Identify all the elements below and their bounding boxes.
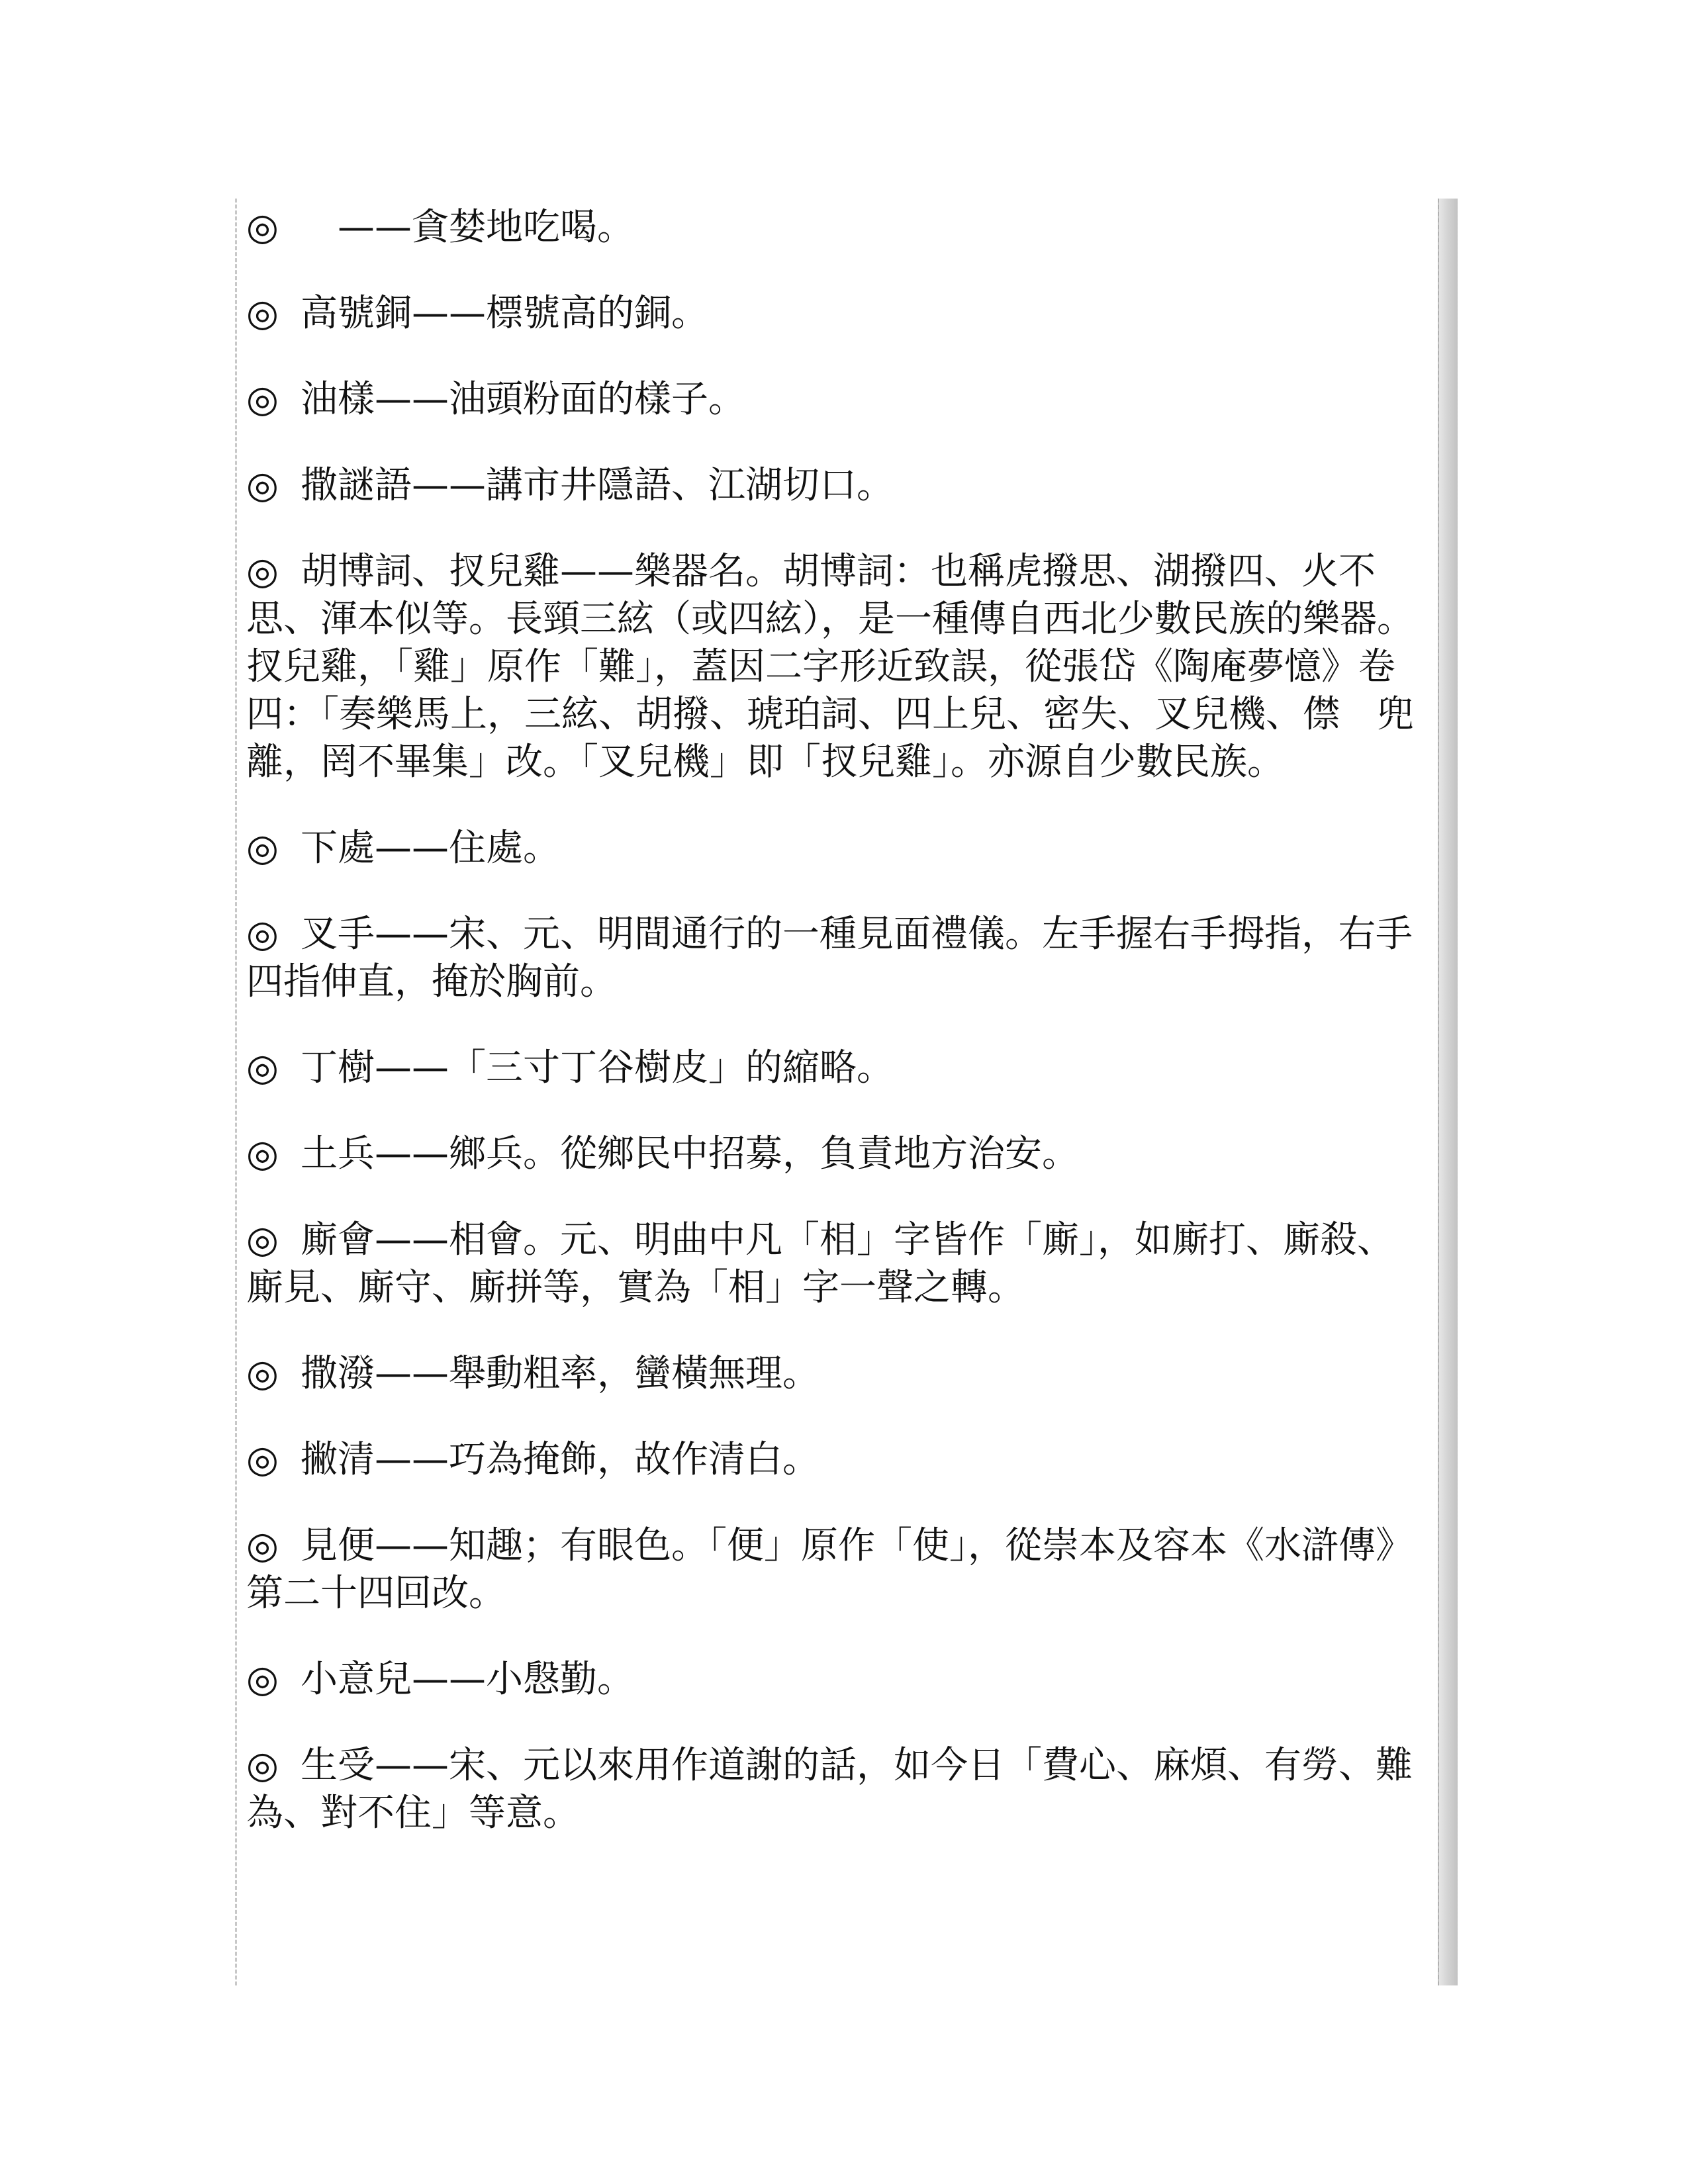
right-page-edge (1438, 199, 1458, 1985)
bullet-mark: ◎ (246, 1658, 279, 1701)
entry-term: 丁樹 (301, 1046, 375, 1089)
entry-term: 高號銅 (301, 292, 412, 335)
entry-term: 撇清 (301, 1438, 375, 1481)
entry-separator: —— (412, 292, 486, 335)
entry-term: 油樣 (301, 378, 375, 421)
entry-separator: —— (301, 206, 412, 249)
entry-definition: 宋、元以來用作道謝的話，如今日「費心、麻煩、有勞、難為、對不住」等意。 (246, 1744, 1413, 1835)
entry-definition: 知趣；有眼色。「便」原作「使」，從崇本及容本《水滸傳》第二十四回改。 (246, 1524, 1413, 1615)
entry-definition: 舉動粗率，蠻橫無理。 (449, 1352, 820, 1395)
entry-separator: —— (412, 1658, 486, 1701)
bullet-mark: ◎ (246, 1438, 279, 1481)
entry-separator: —— (375, 378, 449, 421)
entry-term: 見便 (301, 1524, 375, 1567)
entry-separator: —— (375, 913, 449, 956)
entry-term: 生受 (301, 1744, 375, 1787)
entry-separator: —— (375, 827, 449, 870)
entry-definition: 講市井隱語、江湖切口。 (486, 464, 894, 507)
entry-definition: 小慇勤。 (486, 1658, 634, 1701)
bullet-mark: ◎ (246, 1524, 279, 1567)
glossary-entry (246, 1522, 1425, 1617)
entry-term: 小意兒 (301, 1658, 412, 1701)
entry-term: 撒謎語 (301, 464, 412, 507)
glossary-entry (246, 1656, 1425, 1704)
entry-definition: 住處。 (449, 827, 560, 870)
bullet-mark: ◎ (246, 206, 279, 249)
entry-definition: 宋、元、明間通行的一種見面禮儀。左手握右手拇指，右手四指伸直，掩於胸前。 (246, 913, 1413, 1003)
glossary-entry (246, 1742, 1425, 1837)
glossary-entry (246, 462, 1425, 510)
entry-term: 廝會 (301, 1218, 375, 1261)
entry-separator: —— (375, 1218, 449, 1261)
glossary-entry (246, 911, 1425, 1006)
entry-definition: 油頭粉面的樣子。 (449, 378, 745, 421)
entry-definition: 鄉兵。從鄉民中招募，負責地方治安。 (449, 1132, 1079, 1175)
glossary-entry (246, 1436, 1425, 1484)
entry-definition: 巧為掩飾，故作清白。 (449, 1438, 820, 1481)
entry-separator: —— (375, 1744, 449, 1787)
bullet-mark: ◎ (246, 292, 279, 335)
entry-term: 胡博詞、扠兒雞 (301, 550, 560, 593)
entry-definition: 樂器名。胡博詞：也稱虎撥思、湖撥四、火不思、渾本似等。長頸三絃（或四絃），是一種傳自西北少數民族的樂器。扠兒雞，「雞」原作「難」，蓋因二字形近致誤，從張岱《陶庵夢憶》卷四：「奏樂馬上，三絃、胡撥、琥珀詞、四上兒、密失、叉兒機、僸 兜離，罔不畢集」改。「叉兒機」即「扠兒雞」。亦源自少數民族。 (246, 550, 1414, 784)
glossary-list (246, 199, 1425, 1837)
entry-definition: 「三寸丁谷樹皮」的縮略。 (449, 1046, 894, 1089)
glossary-entry (246, 1130, 1425, 1178)
glossary-entry (246, 1044, 1425, 1092)
bullet-mark: ◎ (246, 913, 279, 956)
entry-separator: —— (375, 1438, 449, 1481)
entry-term: 下處 (301, 827, 375, 870)
entry-definition: 貪婪地吃喝。 (412, 206, 634, 249)
entry-definition: 相會。元、明曲中凡「相」字皆作「廝」，如廝打、廝殺、廝見、廝守、廝拼等，實為「相」字一聲之轉。 (246, 1218, 1394, 1309)
bullet-mark: ◎ (246, 827, 279, 870)
glossary-entry (246, 1350, 1425, 1398)
entry-separator: —— (375, 1046, 449, 1089)
bullet-mark: ◎ (246, 550, 279, 593)
bullet-mark: ◎ (246, 1046, 279, 1089)
bullet-mark: ◎ (246, 378, 279, 421)
entry-separator: —— (375, 1352, 449, 1395)
glossary-entry (246, 290, 1425, 338)
entry-separator: —— (560, 550, 634, 593)
bullet-mark: ◎ (246, 464, 279, 507)
entry-term: 叉手 (301, 913, 375, 956)
entry-separator: —— (375, 1132, 449, 1175)
glossary-entry (246, 376, 1425, 424)
entry-separator: —— (412, 464, 486, 507)
glossary-entry (246, 204, 1425, 251)
glossary-entry (246, 1216, 1425, 1312)
entry-term: 土兵 (301, 1132, 375, 1175)
bullet-mark: ◎ (246, 1744, 279, 1787)
bullet-mark: ◎ (246, 1352, 279, 1395)
entry-separator: —— (375, 1524, 449, 1567)
bullet-mark: ◎ (246, 1218, 279, 1261)
glossary-entry (246, 825, 1425, 872)
glossary-entry (246, 548, 1425, 786)
bullet-mark: ◎ (246, 1132, 279, 1175)
entry-term: 撒潑 (301, 1352, 375, 1395)
entry-definition: 標號高的銅。 (486, 292, 708, 335)
